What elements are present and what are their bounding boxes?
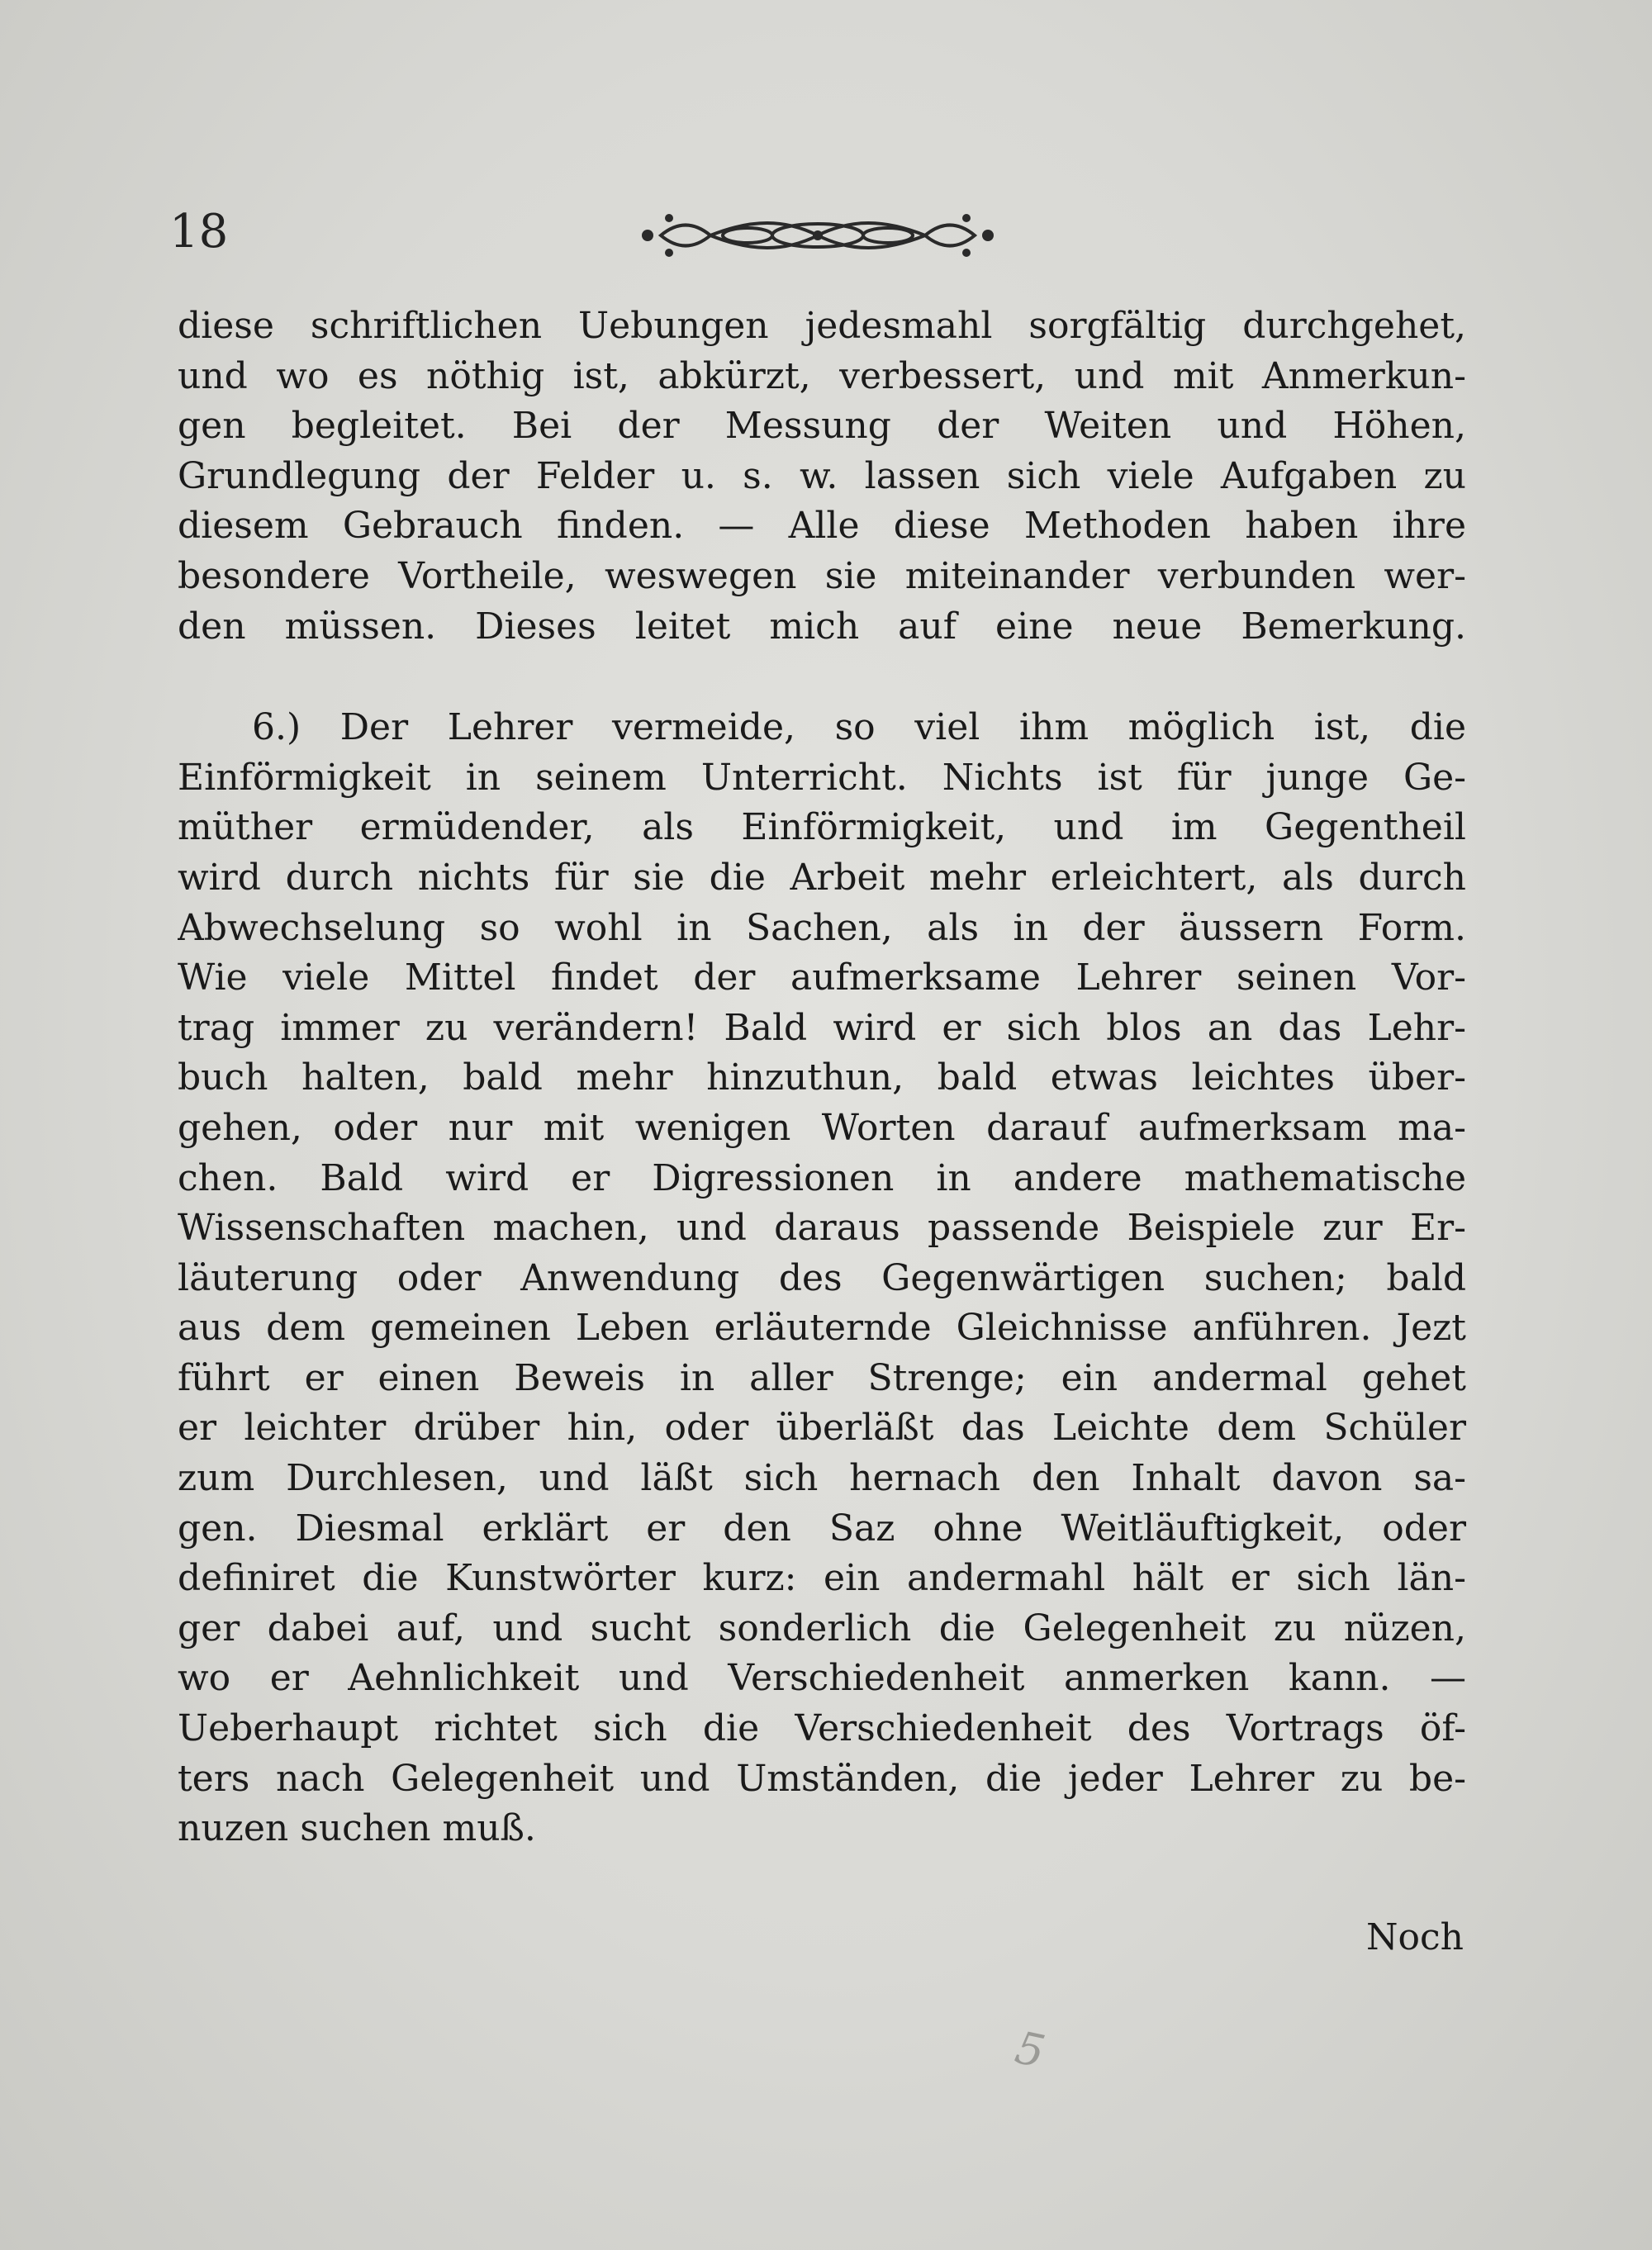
paragraph-1 xyxy=(178,301,1466,652)
text-line: Wissenschaften machen, und daraus passende Beispiele zur Er- xyxy=(178,1207,1466,1250)
catchword: Noch xyxy=(1366,1916,1464,1958)
text-line: wird durch nichts für sie die Arbeit mehr erleichtert, als durch xyxy=(178,856,1466,899)
text-line: trag immer zu verändern! Bald wird er sich blos an das Lehr- xyxy=(178,1006,1466,1049)
text-line: wo er Aehnlichkeit und Verschiedenheit anmerken kann. — xyxy=(178,1657,1466,1700)
text-line: und wo es nöthig ist, abkürzt, verbessert, und mit Anmerkun- xyxy=(178,354,1466,397)
text-line: müther ermüdender, als Einförmigkeit, und im Gegentheil xyxy=(178,806,1466,849)
text-line: läuterung oder Anwendung des Gegenwärtigen suchen; bald xyxy=(178,1256,1466,1299)
text-line: Grundlegung der Felder u. s. w. lassen sich viele Aufgaben zu xyxy=(178,454,1466,497)
text-line: besondere Vortheile, weswegen sie miteinander verbunden wer- xyxy=(178,554,1466,597)
text-line: Abwechselung so wohl in Sachen, als in der äussern Form. xyxy=(178,906,1466,949)
text-line: zum Durchlesen, und läßt sich hernach den Inhalt davon sa- xyxy=(178,1457,1466,1500)
text-line: nuzen suchen muß. xyxy=(178,1807,536,1850)
text-line: gen. Diesmal erklärt er den Saz ohne Weitläuftigkeit, oder xyxy=(178,1507,1466,1550)
text-line: ger dabei auf, und sucht sonderlich die Gelegenheit zu nüzen, xyxy=(178,1607,1466,1650)
text-line: chen. Bald wird er Digressionen in andere mathematische xyxy=(178,1156,1466,1199)
text-line: Einförmigkeit in seinem Unterricht. Nichts ist für junge Ge- xyxy=(178,756,1466,799)
text-line: diesem Gebrauch finden. — Alle diese Methoden haben ihre xyxy=(178,505,1466,548)
text-line: 6.) Der Lehrer vermeide, so viel ihm möglich ist, die xyxy=(252,706,1466,749)
ornament-header-icon xyxy=(636,206,999,264)
text-line: Ueberhaupt richtet sich die Verschiedenheit des Vortrags öf- xyxy=(178,1707,1466,1750)
text-line: definiret die Kunstwörter kurz: ein andermahl hält er sich län- xyxy=(178,1557,1466,1600)
page-number: 18 xyxy=(169,205,229,259)
text-line: gehen, oder nur mit wenigen Worten darauf aufmerksam ma- xyxy=(178,1106,1466,1149)
text-line: den müssen. Dieses leitet mich auf eine neue Bemerkung. xyxy=(178,605,1466,648)
body-text xyxy=(178,301,1466,1854)
text-line: Wie viele Mittel findet der aufmerksame Lehrer seinen Vor- xyxy=(178,956,1466,999)
pencil-mark: 5 xyxy=(1010,2021,1050,2078)
text-line: führt er einen Beweis in aller Strenge; ein andermal gehet xyxy=(178,1356,1466,1399)
text-line: diese schriftlichen Uebungen jedesmahl sorgfältig durchgehet, xyxy=(178,305,1466,347)
text-line: er leichter drüber hin, oder überläßt das Leichte dem Schüler xyxy=(178,1407,1466,1450)
paragraph-2 xyxy=(178,703,1466,1854)
text-line: buch halten, bald mehr hinzuthun, bald etwas leichtes über- xyxy=(178,1056,1466,1099)
text-line: gen begleitet. Bei der Messung der Weiten und Höhen, xyxy=(178,405,1466,448)
text-line: ters nach Gelegenheit und Umständen, die jeder Lehrer zu be- xyxy=(178,1757,1466,1800)
text-line: aus dem gemeinen Leben erläuternde Gleichnisse anführen. Jezt xyxy=(178,1307,1466,1350)
